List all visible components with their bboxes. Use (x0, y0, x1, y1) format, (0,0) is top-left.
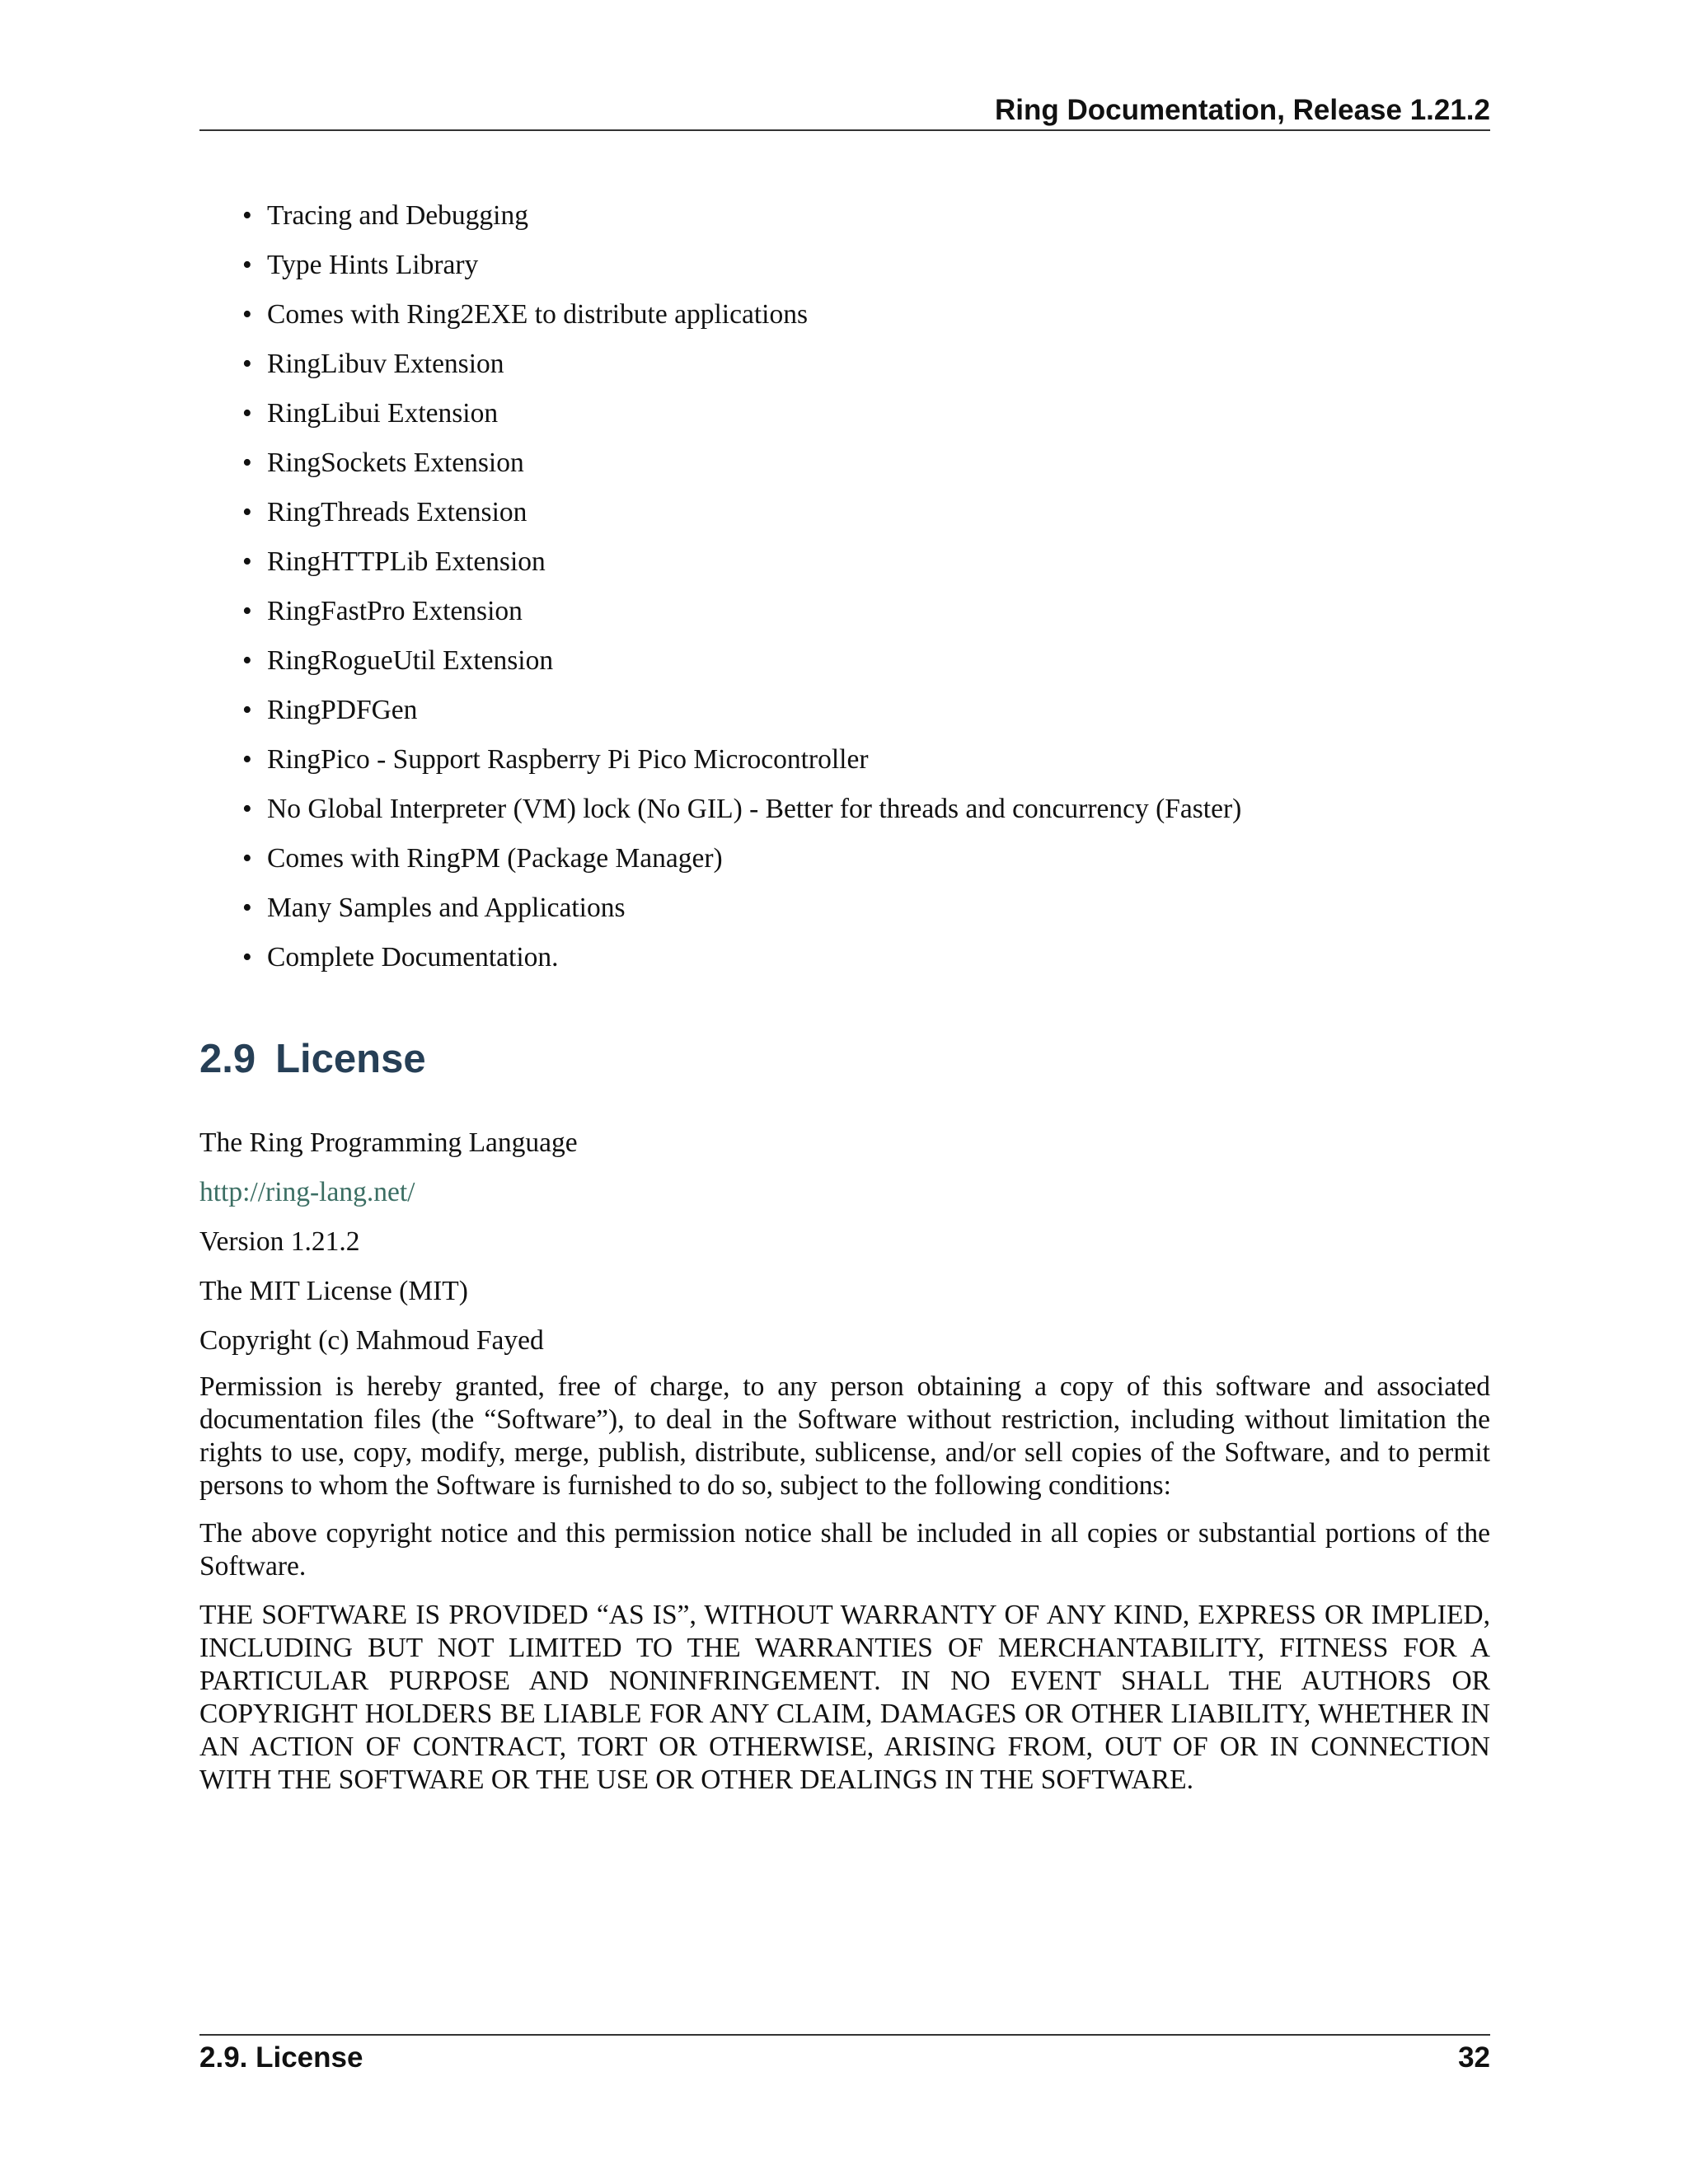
license-version: Version 1.21.2 (199, 1226, 360, 1257)
list-item-text: RingPico - Support Raspberry Pi Pico Microcontroller (267, 744, 869, 775)
list-item (199, 938, 1490, 987)
bullet-icon: • (242, 448, 252, 478)
list-item (199, 740, 1490, 790)
section-title: License (275, 1037, 426, 1081)
list-item (199, 888, 1490, 938)
bullet-icon: • (242, 645, 252, 676)
bullet-icon: • (242, 794, 252, 824)
feature-list (199, 196, 1490, 987)
list-item-text: Complete Documentation. (267, 942, 559, 972)
license-paragraph-permission: Permission is hereby granted, free of charge, to any person obtaining a copy of this software and associated documentation files (the “Software”), to deal in the Software without restriction, including without limitation the rights to use, copy, modify, merge, publish, distribute, sublicense, and/or sell copies of the Software, and to permit persons to whom the Software is furnished to do so, subject to the following conditions: (199, 1371, 1490, 1501)
list-item-text: RingThreads Extension (267, 497, 528, 527)
list-item (199, 394, 1490, 443)
list-item-text: Tracing and Debugging (267, 200, 528, 231)
page-number: 32 (1458, 2041, 1490, 2074)
license-paragraph-warranty: THE SOFTWARE IS PROVIDED “AS IS”, WITHOUT WARRANTY OF ANY KIND, EXPRESS OR IMPLIED, INCLUDING BUT NOT LIMITED TO THE WARRANTIES OF MERCHANTABILITY, FITNESS FOR A PARTICULAR PURPOSE AND NONINFRINGEMENT. IN NO EVENT SHALL THE AUTHORS OR COPYRIGHT HOLDERS BE LIABLE FOR ANY CLAIM, DAMAGES OR OTHER LIABILITY, WHETHER IN AN ACTION OF CONTRACT, TORT OR OTHERWISE, ARISING FROM, OUT OF OR IN CONNECTION WITH THE SOFTWARE OR THE USE OR OTHER DEALINGS IN THE SOFTWARE. (199, 1600, 1490, 1795)
list-item (199, 641, 1490, 691)
list-item (199, 839, 1490, 888)
bullet-icon: • (242, 695, 252, 725)
list-item-text: RingRogueUtil Extension (267, 645, 554, 676)
list-item-text: RingSockets Extension (267, 448, 524, 478)
bullet-icon: • (242, 200, 252, 231)
license-paragraph-notice: The above copyright notice and this permission notice shall be included in all copies or substantial portions of the Software. (199, 1518, 1490, 1582)
bullet-icon: • (242, 843, 252, 874)
bullet-icon: • (242, 398, 252, 429)
list-item-text: RingLibui Extension (267, 398, 499, 429)
list-item (199, 196, 1490, 246)
list-item (199, 790, 1490, 839)
list-item-text: Type Hints Library (267, 250, 479, 280)
list-item-text: Comes with RingPM (Package Manager) (267, 843, 723, 874)
list-item (199, 443, 1490, 493)
bullet-icon: • (242, 744, 252, 775)
bullet-icon: • (242, 497, 252, 527)
license-url-line (199, 1173, 415, 1212)
bullet-icon: • (242, 893, 252, 923)
bullet-icon: • (242, 596, 252, 626)
license-type: The MIT License (MIT) (199, 1276, 468, 1306)
list-item (199, 295, 1490, 344)
list-item-text: Many Samples and Applications (267, 893, 626, 923)
document-page (199, 0, 1490, 2184)
license-copyright: Copyright (c) Mahmoud Fayed (199, 1325, 544, 1356)
list-item-text: Comes with Ring2EXE to distribute applications (267, 299, 808, 330)
license-project-name: The Ring Programming Language (199, 1127, 578, 1158)
list-item-text: RingLibuv Extension (267, 349, 504, 379)
project-url-link[interactable]: http://ring-lang.net/ (199, 1177, 415, 1207)
bullet-icon: • (242, 349, 252, 379)
bullet-icon: • (242, 546, 252, 577)
section-number: 2.9 (199, 1037, 256, 1081)
header-divider (199, 129, 1490, 131)
running-header: Ring Documentation, Release 1.21.2 (994, 94, 1490, 126)
list-item-text: RingFastPro Extension (267, 596, 523, 626)
list-item-text: RingHTTPLib Extension (267, 546, 546, 577)
bullet-icon: • (242, 299, 252, 330)
list-item-text: No Global Interpreter (VM) lock (No GIL) - Better for threads and concurrency (Faster) (267, 794, 1242, 824)
list-item (199, 493, 1490, 542)
list-item (199, 344, 1490, 394)
bullet-icon: • (242, 250, 252, 280)
list-item-text: RingPDFGen (267, 695, 418, 725)
footer-section-label: 2.9. License (199, 2041, 363, 2074)
section-heading (199, 1033, 426, 1085)
bullet-icon: • (242, 942, 252, 972)
list-item (199, 592, 1490, 641)
list-item (199, 691, 1490, 740)
list-item (199, 246, 1490, 295)
footer-divider (199, 2034, 1490, 2036)
list-item (199, 542, 1490, 592)
